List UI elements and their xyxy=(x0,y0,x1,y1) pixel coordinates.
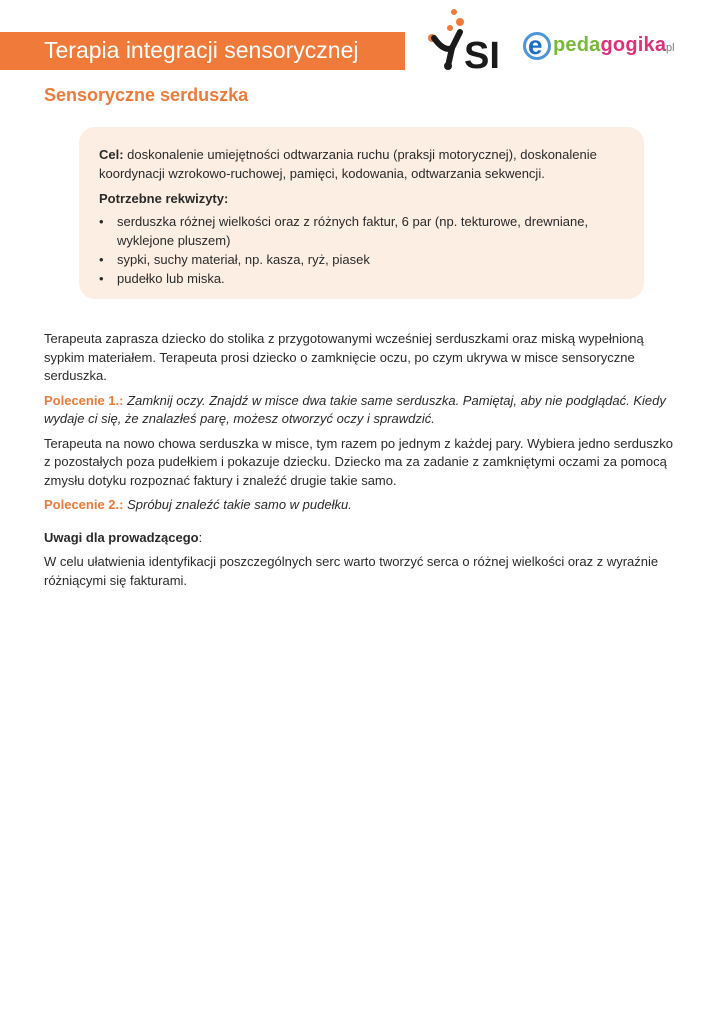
notes-title-line xyxy=(44,529,678,548)
epedagogika-logo xyxy=(523,30,683,64)
goal-text: doskonalenie umiejętności odtwarzania ruchu (praksji motorycznej), doskonalenie koordynacji wzrokowo-ruchowej, pamięci, kodowania, odtwarzania sekwencji. xyxy=(99,147,597,181)
logo-si-text: SI xyxy=(464,35,500,72)
goal-label: Cel: xyxy=(99,147,124,162)
body-text xyxy=(44,330,678,596)
notes-colon: : xyxy=(198,529,203,545)
command-1-text: Zamknij oczy. Znajdź w misce dwa takie same serduszka. Pamiętaj, aby nie podglądać. Kiedy wydaje ci się, że znalazłeś parę, możesz otworzyć oczy i sprawdzić. xyxy=(44,392,666,426)
paragraph-2: Terapeuta na nowo chowa serduszka w misce, tym razem po jednym z każdej pary. Wybiera jedno serduszko z pozostałych poza pudełkiem i pokazuje dziecku. Dziecko ma za zadanie z zamkniętymi oczami za pomocą zmysłu dotyku rozpoznać faktury i znaleźć drugie takie samo. xyxy=(44,435,673,488)
section-title: Sensoryczne serduszka xyxy=(44,85,249,105)
goal-paragraph xyxy=(99,145,624,183)
command-2 xyxy=(44,496,678,515)
requisites-list xyxy=(99,212,624,288)
list-item: • serduszka różnej wielkości oraz z różnych faktur, 6 par (np. tekturowe, drewniane, wyklejone pluszem) xyxy=(115,212,624,250)
command-2-text: Spróbuj znaleźć takie samo w pudełku. xyxy=(123,497,352,512)
command-1-label: Polecenie 1.: xyxy=(44,392,124,408)
notes-title: Uwagi dla prowadzącego xyxy=(44,529,199,545)
command-2-label: Polecenie 2.: xyxy=(44,497,124,512)
logo-brand-text: pedagogika xyxy=(553,34,667,56)
logo-suffix: .pl xyxy=(663,42,675,54)
logo-dot xyxy=(456,18,464,26)
logo-dot xyxy=(447,25,453,31)
logo-e-letter: e xyxy=(528,30,543,60)
list-item: • pudełko lub miska. xyxy=(115,269,624,288)
notes-text: W celu ułatwienia identyfikacji poszczególnych serc warto tworzyć serca o różnej wielkości oraz z wyraźnie różniącymi się fakturami. xyxy=(44,554,659,588)
command-1 xyxy=(44,392,678,429)
paragraph-1: Terapeuta zaprasza dziecko do stolika z przygotowanymi wcześniej serduszkami oraz miską wypełnioną sypkim materiałem. Terapeuta prosi dziecko o zamknięcie oczu, po czym ukrywa w misce sensoryczne serduszka. xyxy=(44,331,644,383)
requisites-title: Potrzebne rekwizyty: xyxy=(99,191,229,206)
logo-dot xyxy=(451,9,457,15)
ysi-logo xyxy=(426,8,510,72)
list-item: • sypki, suchy materiał, np. kasza, ryż, piasek xyxy=(115,250,624,269)
page-header-title: Terapia integracji sensorycznej xyxy=(44,37,359,63)
info-box xyxy=(79,127,644,299)
